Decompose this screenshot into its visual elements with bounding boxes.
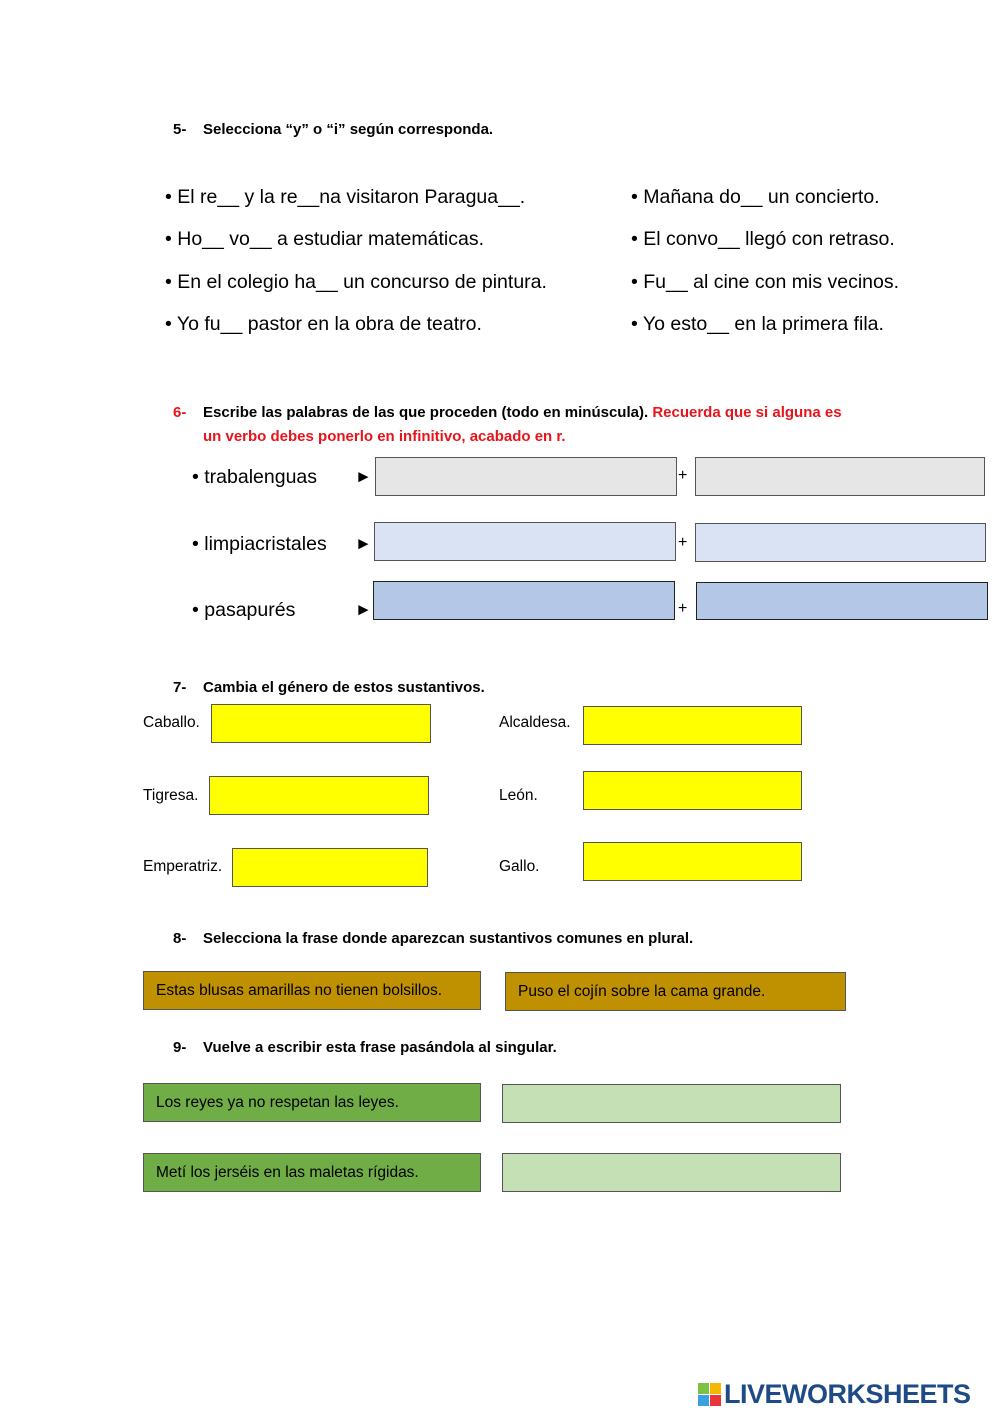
q5-right-1: • Mañana do__ un concierto. (631, 186, 880, 208)
logo-badge-icon (698, 1383, 721, 1406)
q6-answer-2b[interactable] (695, 523, 986, 562)
bullet: • (192, 533, 199, 555)
q8-title: Selecciona la frase donde aparezcan sustantivos comunes en plural. (203, 930, 694, 947)
q6-answer-3b[interactable] (696, 582, 988, 620)
q9-answer-1[interactable] (502, 1084, 841, 1123)
q6-answer-1a[interactable] (375, 457, 677, 496)
plus-sign: + (678, 534, 688, 551)
bullet: • (192, 599, 199, 621)
q7-label-caballo: Caballo. (143, 714, 200, 731)
q7-label-alcaldesa: Alcaldesa. (499, 714, 571, 731)
q6-note-2: un verbo debes ponerlo en infinitivo, acabado en r. (203, 428, 566, 445)
word: pasapurés (204, 599, 296, 621)
sentence: Yo fu__ pastor en la obra de teatro. (176, 313, 482, 335)
q7-answer-alcaldesa[interactable] (583, 706, 802, 745)
q6-answer-1b[interactable] (695, 457, 985, 496)
q9-number: 9- (173, 1039, 187, 1056)
arrow-icon: ► (355, 534, 372, 553)
arrow-icon: ► (355, 467, 372, 486)
word: limpiacristales (204, 533, 327, 555)
q6-word-3 (192, 599, 295, 622)
q7-number: 7- (173, 679, 187, 696)
q9-answer-2[interactable] (502, 1153, 841, 1192)
q6-title (203, 404, 842, 421)
q6-word-1 (192, 466, 317, 489)
q7-answer-caballo[interactable] (211, 704, 431, 743)
q7-answer-emperatriz[interactable] (232, 848, 428, 887)
q9-title: Vuelve a escribir esta frase pasándola al singular. (203, 1039, 557, 1056)
q8-number: 8- (173, 930, 187, 947)
sentence: Mañana do__ un concierto. (643, 186, 880, 208)
q5-left-2: • Ho__ vo__ a estudiar matemáticas. (165, 228, 484, 250)
arrow-icon: ► (355, 600, 372, 619)
q6-number: 6- (173, 404, 187, 421)
q5-right-3: • Fu__ al cine con mis vecinos. (631, 271, 900, 293)
q7-label-tigresa: Tigresa. (143, 787, 199, 804)
sentence: Ho__ vo__ a estudiar matemáticas. (177, 228, 484, 250)
word: trabalenguas (204, 466, 318, 488)
q9-sentence-2: Metí los jerséis en las maletas rígidas. (143, 1153, 481, 1192)
liveworksheets-logo (698, 1379, 971, 1410)
sentence: El re__ y la re__na visitaron Paragua__. (177, 186, 526, 208)
plus-sign: + (678, 600, 688, 617)
sentence: El convo__ llegó con retraso. (643, 228, 895, 250)
q7-title: Cambia el género de estos sustantivos. (203, 679, 485, 696)
q6-word-2 (192, 533, 327, 556)
q5-title: Selecciona “y” o “i” según corresponda. (203, 121, 494, 138)
q5-left-4: • Yo fu__ pastor en la obra de teatro. (165, 313, 482, 335)
q8-option-1[interactable]: Estas blusas amarillas no tienen bolsillos. (143, 971, 481, 1010)
q7-label-leon: León. (499, 787, 538, 804)
q5-right-2: • El convo__ llegó con retraso. (631, 228, 895, 250)
q7-answer-leon[interactable] (583, 771, 802, 810)
q7-label-emperatriz: Emperatriz. (143, 858, 223, 875)
q5-left-1: • El re__ y la re__na visitaron Paragua__. (165, 186, 526, 208)
bullet: • (192, 466, 199, 488)
q6-answer-3a[interactable] (373, 581, 675, 620)
sentence: Fu__ al cine con mis vecinos. (643, 271, 900, 293)
q8-option-2[interactable]: Puso el cojín sobre la cama grande. (505, 972, 846, 1011)
q6-answer-2a[interactable] (374, 522, 676, 561)
q5-left-3: • En el colegio ha__ un concurso de pintura. (165, 271, 547, 293)
q7-answer-tigresa[interactable] (209, 776, 429, 815)
sentence: En el colegio ha__ un concurso de pintura. (177, 271, 547, 293)
q5-right-4: • Yo esto__ en la primera fila. (631, 313, 884, 335)
sentence: Yo esto__ en la primera fila. (642, 313, 884, 335)
q6-note-1: Recuerda que si alguna es (652, 404, 842, 421)
q7-label-gallo: Gallo. (499, 858, 540, 875)
q7-answer-gallo[interactable] (583, 842, 802, 881)
plus-sign: + (678, 467, 688, 484)
logo-text: LIVEWORKSHEETS (724, 1379, 971, 1409)
q5-number: 5- (173, 121, 187, 138)
q6-title-text: Escribe las palabras de las que proceden (todo en minúscula). (203, 404, 649, 421)
q9-sentence-1: Los reyes ya no respetan las leyes. (143, 1083, 481, 1122)
